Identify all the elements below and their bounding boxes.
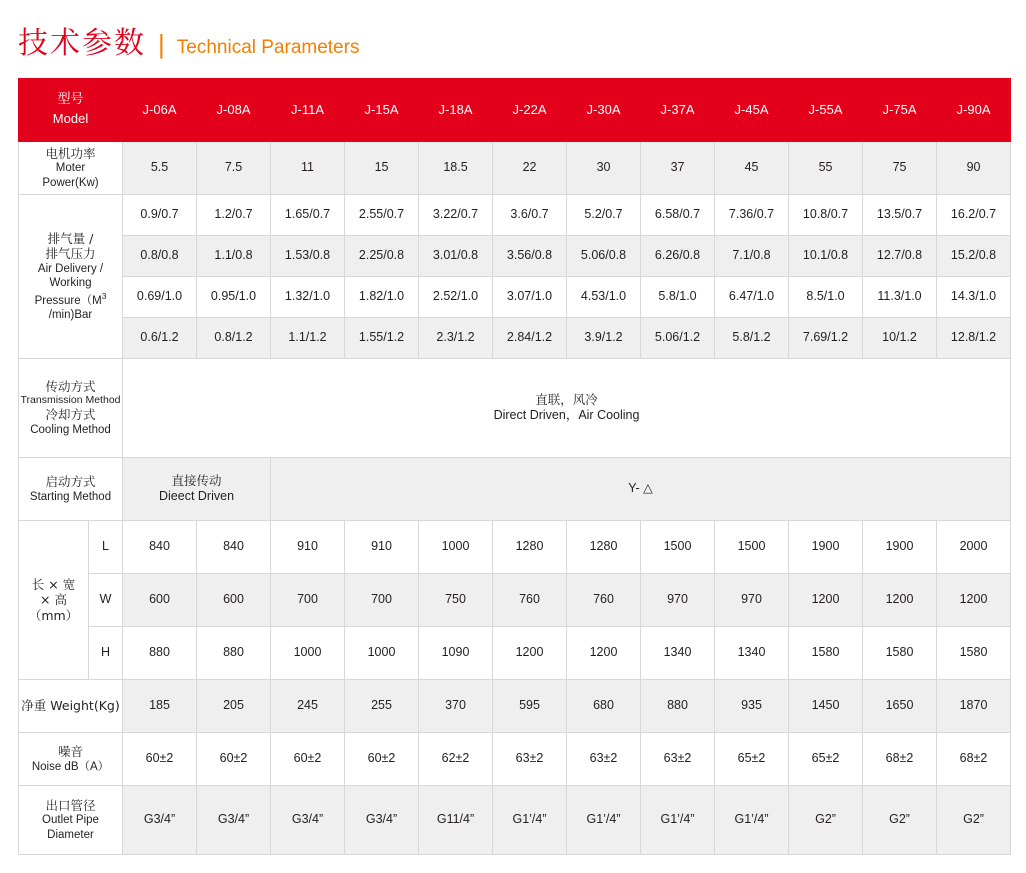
cell-motor-power-7: 37	[641, 142, 715, 195]
row-label-transmission-cn: 传动方式	[45, 378, 96, 394]
cell-air-delivery-1-1: 1.1/0.8	[197, 236, 271, 277]
row-label-motor-power-cn: 电机功率	[45, 145, 96, 161]
cell-noise-9: 65±2	[789, 733, 863, 786]
cell-noise-5: 63±2	[493, 733, 567, 786]
cell-air-delivery-1-7: 6.26/0.8	[641, 236, 715, 277]
sub-label-dimension-l: L	[89, 521, 123, 574]
header-model-4: J-18A	[419, 79, 493, 142]
cell-dimension-h-2: 1000	[271, 627, 345, 680]
cell-air-delivery-0-3: 2.55/0.7	[345, 195, 419, 236]
cell-air-delivery-2-0: 0.69/1.0	[123, 277, 197, 318]
cell-dimension-w-5: 760	[493, 574, 567, 627]
cell-dimension-w-0: 600	[123, 574, 197, 627]
cell-air-delivery-1-0: 0.8/0.8	[123, 236, 197, 277]
table-row-outlet-pipe	[19, 786, 1011, 855]
cell-outlet-0: G3/4”	[123, 786, 197, 855]
cell-motor-power-10: 75	[863, 142, 937, 195]
cell-dimension-h-6: 1200	[567, 627, 641, 680]
header-model-label-en: Model	[52, 111, 89, 126]
cell-noise-8: 65±2	[715, 733, 789, 786]
row-label-outlet-en1: Outlet Pipe	[42, 814, 99, 827]
row-label-motor-power-en2: Power(Kw)	[42, 176, 99, 189]
cell-dimension-l-4: 1000	[419, 521, 493, 574]
cell-starting-direct-cn: 直接传动	[171, 473, 222, 489]
cell-air-delivery-1-8: 7.1/0.8	[715, 236, 789, 277]
cell-noise-4: 62±2	[419, 733, 493, 786]
cell-air-delivery-0-10: 13.5/0.7	[863, 195, 937, 236]
cell-air-delivery-2-11: 14.3/1.0	[937, 277, 1011, 318]
cell-weight-4: 370	[419, 680, 493, 733]
cell-motor-power-0: 5.5	[123, 142, 197, 195]
header-model-label-cn: 型号	[57, 92, 84, 108]
cell-motor-power-8: 45	[715, 142, 789, 195]
cell-air-delivery-2-9: 8.5/1.0	[789, 277, 863, 318]
cell-air-delivery-1-5: 3.56/0.8	[493, 236, 567, 277]
cell-dimension-l-7: 1500	[641, 521, 715, 574]
row-label-noise-en: Noise dB（A）	[31, 760, 110, 773]
cell-starting-direct-en: Dieect Driven	[159, 489, 235, 503]
cell-air-delivery-1-2: 1.53/0.8	[271, 236, 345, 277]
page-title-en: Technical Parameters	[176, 37, 360, 58]
cell-air-delivery-1-4: 3.01/0.8	[419, 236, 493, 277]
cell-dimension-w-2: 700	[271, 574, 345, 627]
cell-weight-1: 205	[197, 680, 271, 733]
header-model-10: J-75A	[863, 79, 937, 142]
row-label-air-delivery-cn2: 排气压力	[45, 246, 96, 262]
table-row-weight	[19, 680, 1011, 733]
row-label-starting	[19, 458, 123, 521]
table-row-air-delivery-3	[19, 277, 1011, 318]
cell-noise-1: 60±2	[197, 733, 271, 786]
cell-weight-5: 595	[493, 680, 567, 733]
cell-air-delivery-3-1: 0.8/1.2	[197, 318, 271, 359]
row-label-air-delivery-en3	[20, 291, 121, 308]
row-label-air-delivery-en4: /min)Bar	[48, 308, 93, 321]
table-row-dimension-l	[19, 521, 1011, 574]
cell-dimension-h-10: 1580	[863, 627, 937, 680]
cell-weight-11: 1870	[937, 680, 1011, 733]
cell-dimension-w-3: 700	[345, 574, 419, 627]
cell-air-delivery-0-9: 10.8/0.7	[789, 195, 863, 236]
cell-dimension-w-4: 750	[419, 574, 493, 627]
cell-outlet-10: G2”	[863, 786, 937, 855]
cell-motor-power-2: 11	[271, 142, 345, 195]
page-title	[0, 0, 1026, 70]
cell-air-delivery-0-1: 1.2/0.7	[197, 195, 271, 236]
cell-dimension-w-6: 760	[567, 574, 641, 627]
cell-air-delivery-2-7: 5.8/1.0	[641, 277, 715, 318]
cell-air-delivery-1-6: 5.06/0.8	[567, 236, 641, 277]
cell-air-delivery-1-3: 2.25/0.8	[345, 236, 419, 277]
cell-outlet-8: G1’/4”	[715, 786, 789, 855]
cell-motor-power-3: 15	[345, 142, 419, 195]
row-label-starting-en: Starting Method	[29, 490, 112, 503]
table-row-air-delivery-2	[19, 236, 1011, 277]
cell-air-delivery-2-4: 2.52/1.0	[419, 277, 493, 318]
cell-dimension-w-7: 970	[641, 574, 715, 627]
cell-outlet-1: G3/4”	[197, 786, 271, 855]
cell-air-delivery-0-11: 16.2/0.7	[937, 195, 1011, 236]
cell-air-delivery-2-8: 6.47/1.0	[715, 277, 789, 318]
cell-air-delivery-0-5: 3.6/0.7	[493, 195, 567, 236]
cell-air-delivery-3-3: 1.55/1.2	[345, 318, 419, 359]
cell-dimension-w-11: 1200	[937, 574, 1011, 627]
cell-noise-3: 60±2	[345, 733, 419, 786]
cell-dimension-l-10: 1900	[863, 521, 937, 574]
cell-dimension-l-9: 1900	[789, 521, 863, 574]
cell-motor-power-1: 7.5	[197, 142, 271, 195]
cell-outlet-9: G2”	[789, 786, 863, 855]
row-label-dimensions-cn1: 长 × 宽	[31, 576, 76, 592]
cell-dimension-w-10: 1200	[863, 574, 937, 627]
cell-dimension-h-1: 880	[197, 627, 271, 680]
row-label-weight-text: 净重 Weight(Kg)	[21, 698, 120, 714]
cell-air-delivery-0-4: 3.22/0.7	[419, 195, 493, 236]
cell-outlet-11: G2”	[937, 786, 1011, 855]
cell-dimension-h-0: 880	[123, 627, 197, 680]
cell-air-delivery-0-6: 5.2/0.7	[567, 195, 641, 236]
cell-noise-0: 60±2	[123, 733, 197, 786]
title-separator: |	[158, 29, 165, 59]
cell-weight-3: 255	[345, 680, 419, 733]
specifications-table	[18, 78, 1011, 855]
cell-dimension-l-6: 1280	[567, 521, 641, 574]
table-header-row	[19, 79, 1011, 142]
cell-air-delivery-3-8: 5.8/1.2	[715, 318, 789, 359]
cell-dimension-w-8: 970	[715, 574, 789, 627]
cell-weight-6: 680	[567, 680, 641, 733]
cell-motor-power-6: 30	[567, 142, 641, 195]
cell-motor-power-11: 90	[937, 142, 1011, 195]
header-model-5: J-22A	[493, 79, 567, 142]
cell-air-delivery-3-0: 0.6/1.2	[123, 318, 197, 359]
row-label-noise-cn: 噪音	[58, 744, 84, 759]
cell-weight-0: 185	[123, 680, 197, 733]
table-row-dimension-w	[19, 574, 1011, 627]
table-row-starting-method	[19, 458, 1011, 521]
air-delivery-unit-sup: 3	[101, 290, 107, 301]
header-model-9: J-55A	[789, 79, 863, 142]
header-model-label	[19, 79, 123, 142]
cell-outlet-6: G1’/4”	[567, 786, 641, 855]
cell-dimension-w-1: 600	[197, 574, 271, 627]
row-label-outlet-cn: 出口管径	[45, 797, 96, 813]
cell-dimension-l-5: 1280	[493, 521, 567, 574]
cell-air-delivery-0-0: 0.9/0.7	[123, 195, 197, 236]
cell-air-delivery-0-8: 7.36/0.7	[715, 195, 789, 236]
cell-air-delivery-2-3: 1.82/1.0	[345, 277, 419, 318]
cell-air-delivery-3-7: 5.06/1.2	[641, 318, 715, 359]
cell-weight-9: 1450	[789, 680, 863, 733]
cell-transmission-value-en: Direct Driven，Air Cooling	[493, 408, 640, 422]
sub-label-dimension-w: W	[89, 574, 123, 627]
table-row-noise	[19, 733, 1011, 786]
cell-air-delivery-1-9: 10.1/0.8	[789, 236, 863, 277]
row-label-motor-power-en1: Moter	[55, 162, 86, 175]
cell-air-delivery-0-2: 1.65/0.7	[271, 195, 345, 236]
cell-dimension-h-4: 1090	[419, 627, 493, 680]
air-delivery-unit-text: Pressure（M	[34, 294, 102, 307]
row-label-noise	[19, 733, 123, 786]
row-label-outlet	[19, 786, 123, 855]
header-model-8: J-45A	[715, 79, 789, 142]
sub-label-dimension-h: H	[89, 627, 123, 680]
cell-dimension-h-3: 1000	[345, 627, 419, 680]
cell-outlet-5: G1’/4”	[493, 786, 567, 855]
cell-noise-6: 63±2	[567, 733, 641, 786]
table-row-air-delivery-4	[19, 318, 1011, 359]
cell-starting-direct	[123, 458, 271, 521]
cell-motor-power-9: 55	[789, 142, 863, 195]
cell-noise-10: 68±2	[863, 733, 937, 786]
cell-noise-7: 63±2	[641, 733, 715, 786]
row-label-transmission-en: Transmission Method	[20, 394, 121, 407]
cell-dimension-l-8: 1500	[715, 521, 789, 574]
cell-dimension-h-5: 1200	[493, 627, 567, 680]
cell-dimension-h-9: 1580	[789, 627, 863, 680]
header-model-6: J-30A	[567, 79, 641, 142]
cell-noise-2: 60±2	[271, 733, 345, 786]
cell-outlet-3: G3/4”	[345, 786, 419, 855]
cell-dimension-l-0: 840	[123, 521, 197, 574]
row-label-weight	[19, 680, 123, 733]
table-row-transmission	[19, 359, 1011, 458]
cell-air-delivery-3-2: 1.1/1.2	[271, 318, 345, 359]
cell-noise-11: 68±2	[937, 733, 1011, 786]
header-model-2: J-11A	[271, 79, 345, 142]
cell-weight-2: 245	[271, 680, 345, 733]
cell-air-delivery-2-2: 1.32/1.0	[271, 277, 345, 318]
row-label-air-delivery-en2: Working	[49, 277, 92, 290]
cell-air-delivery-3-9: 7.69/1.2	[789, 318, 863, 359]
row-label-air-delivery-en1: Air Delivery /	[37, 262, 104, 275]
cell-air-delivery-2-10: 11.3/1.0	[863, 277, 937, 318]
row-label-transmission	[19, 359, 123, 458]
cell-dimension-l-1: 840	[197, 521, 271, 574]
cell-air-delivery-3-5: 2.84/1.2	[493, 318, 567, 359]
cell-motor-power-4: 18.5	[419, 142, 493, 195]
cell-outlet-4: G11/4”	[419, 786, 493, 855]
cell-air-delivery-0-7: 6.58/0.7	[641, 195, 715, 236]
cell-dimension-w-9: 1200	[789, 574, 863, 627]
row-label-starting-cn: 启动方式	[45, 474, 96, 489]
cell-air-delivery-2-1: 0.95/1.0	[197, 277, 271, 318]
row-label-cooling-en: Cooling Method	[30, 424, 111, 436]
row-label-air-delivery	[19, 195, 123, 359]
cell-air-delivery-3-11: 12.8/1.2	[937, 318, 1011, 359]
cell-starting-star-delta: Y- △	[271, 458, 1011, 521]
cell-dimension-l-3: 910	[345, 521, 419, 574]
cell-dimension-h-11: 1580	[937, 627, 1011, 680]
row-label-motor-power	[19, 142, 123, 195]
row-label-cooling-cn: 冷却方式	[45, 407, 96, 423]
cell-weight-10: 1650	[863, 680, 937, 733]
table-row-air-delivery-1	[19, 195, 1011, 236]
cell-motor-power-5: 22	[493, 142, 567, 195]
cell-outlet-7: G1’/4”	[641, 786, 715, 855]
cell-air-delivery-3-10: 10/1.2	[863, 318, 937, 359]
cell-dimension-l-11: 2000	[937, 521, 1011, 574]
cell-dimension-h-7: 1340	[641, 627, 715, 680]
page-title-cn: 技术参数	[18, 26, 146, 61]
cell-transmission-value-cn: 直联，风冷	[535, 392, 598, 408]
row-label-dimensions-cn2: × 高	[40, 592, 67, 608]
row-label-air-delivery-cn1: 排气量 /	[47, 230, 94, 246]
header-model-1: J-08A	[197, 79, 271, 142]
cell-air-delivery-3-6: 3.9/1.2	[567, 318, 641, 359]
cell-air-delivery-1-10: 12.7/0.8	[863, 236, 937, 277]
cell-weight-7: 880	[641, 680, 715, 733]
header-model-3: J-15A	[345, 79, 419, 142]
table-row-motor-power	[19, 142, 1011, 195]
header-model-7: J-37A	[641, 79, 715, 142]
cell-transmission-value	[123, 359, 1011, 458]
cell-air-delivery-2-5: 3.07/1.0	[493, 277, 567, 318]
cell-weight-8: 935	[715, 680, 789, 733]
cell-outlet-2: G3/4”	[271, 786, 345, 855]
header-model-11: J-90A	[937, 79, 1011, 142]
cell-dimension-h-8: 1340	[715, 627, 789, 680]
table-row-dimension-h	[19, 627, 1011, 680]
row-label-dimensions	[19, 521, 89, 680]
row-label-outlet-en2: Diameter	[47, 828, 94, 841]
cell-air-delivery-1-11: 15.2/0.8	[937, 236, 1011, 277]
cell-air-delivery-3-4: 2.3/1.2	[419, 318, 493, 359]
row-label-dimensions-cn3: （mm）	[28, 607, 79, 623]
cell-air-delivery-2-6: 4.53/1.0	[567, 277, 641, 318]
cell-dimension-l-2: 910	[271, 521, 345, 574]
header-model-0: J-06A	[123, 79, 197, 142]
